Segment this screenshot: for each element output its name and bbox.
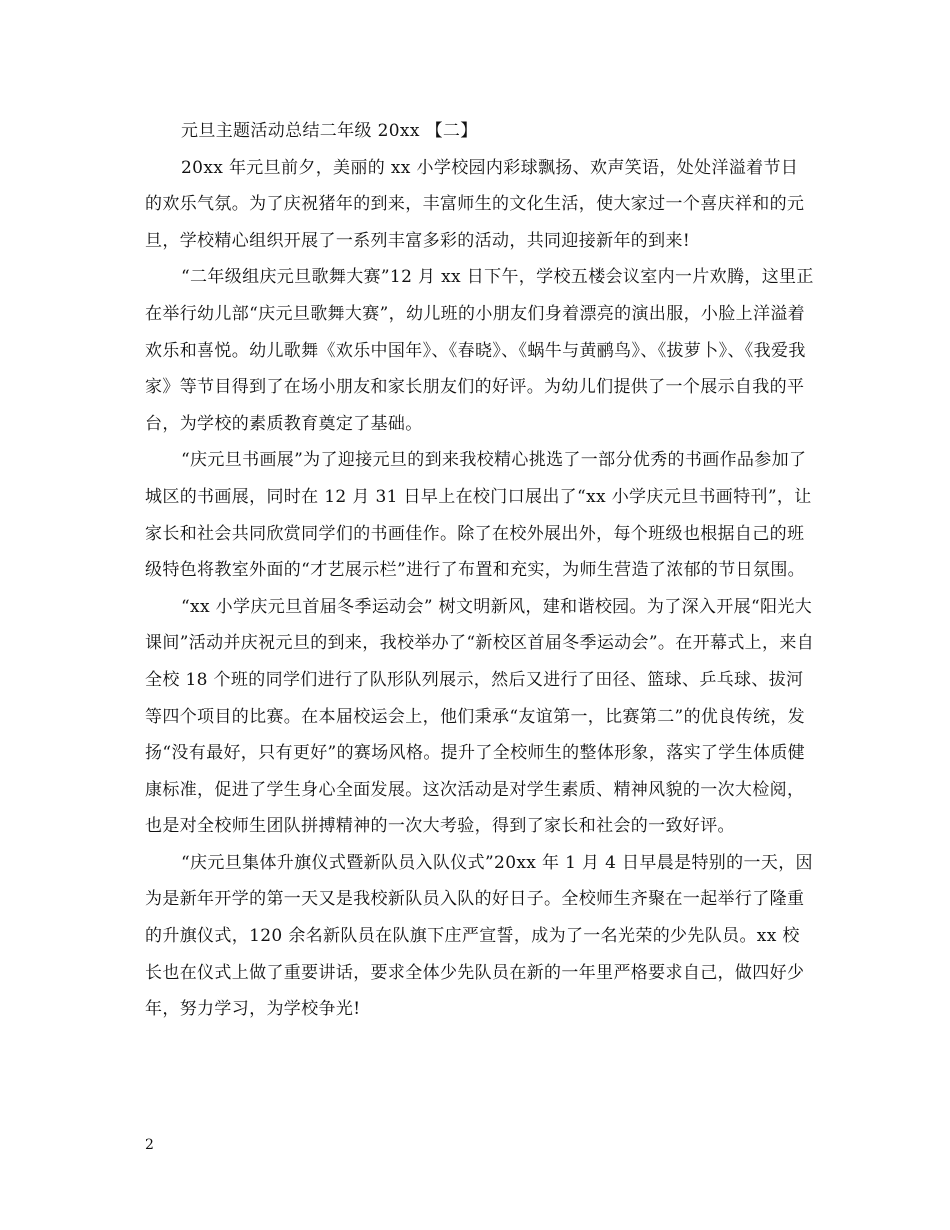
paragraph-intro: 20xx 年元旦前夕，美丽的 xx 小学校园内彩球飘扬、欢声笑语，处处洋溢着节日的欢乐气氛。为了庆祝猪年的到来，丰富师生的文化生活，使大家过一个喜庆祥和的元旦，学校精心组织开展了一系列丰富多彩的活动，共同迎接新年的到来! <box>145 157 805 251</box>
document-title: 元旦主题活动总结二年级 20xx 【二】 <box>181 121 478 141</box>
page-number: 2 <box>145 1137 154 1153</box>
document-body <box>145 113 815 1028</box>
paragraph-calligraphy-exhibition: “庆元旦书画展”为了迎接元旦的到来我校精心挑选了一部分优秀的书画作品参加了城区的书画展，同时在 12 月 31 日早上在校门口展出了“xx 小学庆元旦书画特刊”，让家长和社会共同欣赏同学们的书画佳作。除了在校外展出外，每个班级也根据自己的班级特色将教室外面的“才艺展示栏”进行了布置和充实，为师生营造了浓郁的节日氛围。 <box>145 450 812 581</box>
paragraph-song-dance-contest: “二年级组庆元旦歌舞大赛”12 月 xx 日下午，学校五楼会议室内一片欢腾，这里正在举行幼儿部“庆元旦歌舞大赛”，幼儿班的小朋友们身着漂亮的演出服，小脸上洋溢着欢乐和喜悦。幼儿歌舞《欢乐中国年》、《春晓》、《蜗牛与黄鹂鸟》、《拔萝卜》、《我爱我家》等节目得到了在场小朋友和家长朋友们的好评。为幼儿们提供了一个展示自我的平台，为学校的素质教育奠定了基础。 <box>145 267 814 434</box>
paragraph-winter-sports-meeting: “xx 小学庆元旦首届冬季运动会” 树文明新风，建和谐校园。为了深入开展“阳光大课间”活动并庆祝元旦的到来，我校举办了“新校区首届冬季运动会”。在开幕式上，来自全校 18 个班的同学们进行了队形队列展示，然后又进行了田径、篮球、乒乓球、拔河等四个项目的比赛。在本届校运会上，他们秉承“友谊第一，比赛第二”的优良传统，发扬“没有最好，只有更好”的赛场风格。提升了全校师生的整体形象，落实了学生体质健康标准，促进了学生身心全面发展。这次活动是对学生素质、精神风貌的一次大检阅，也是对全校师生团队拼搏精神的一次大考验，得到了家长和社会的一致好评。 <box>145 596 815 837</box>
paragraph-flag-raising-ceremony: “庆元旦集体升旗仪式暨新队员入队仪式”20xx 年 1 月 4 日早晨是特别的一天，因为是新年开学的第一天又是我校新队员入队的好日子。全校师生齐聚在一起举行了隆重的升旗仪式，120 余名新队员在队旗下庄严宣誓，成为了一名光荣的少先队员。xx 校长也在仪式上做了重要讲话，要求全体少先队员在新的一年里严格要求自己，做四好少年，努力学习，为学校争光! <box>145 852 813 1020</box>
